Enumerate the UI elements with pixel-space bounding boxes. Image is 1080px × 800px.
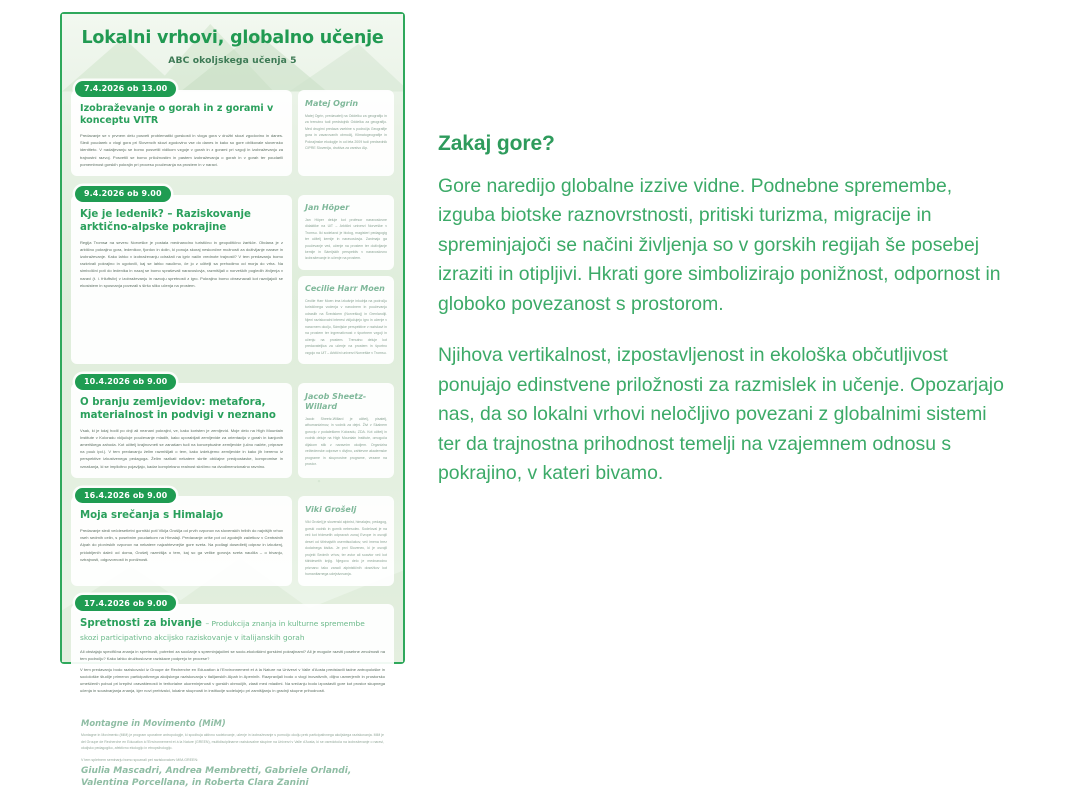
session-cards <box>71 383 394 478</box>
speaker-card <box>298 383 394 478</box>
session-title: O branju zemljevidov: metafora, materialnost in podvigi v neznano <box>80 396 276 422</box>
session-cards <box>71 496 394 585</box>
footer-program-description: Montagne in Movimento (MiM) je program uporabne antropologije, ki spodbuja aktivno sodelovanje, učenje in izobraževanje s pomočjo okolju prek participativnega akcijskega raziskovanja. MiM je del Groupe de Recherche en Education à l'Environnement et à la Nature (GREEN), multidisciplinarne raziskovalne skupine na Univerzi v Valle d'Aosta, ki se osredotoča na izobraževanje o naravi, okoljsko pedagogiko, afektivno ekologijo in etnopsihologijo. <box>81 733 384 751</box>
speaker-card <box>298 496 394 585</box>
session-block <box>71 78 394 176</box>
session-title: Moja srečanja s Himalajo <box>80 510 224 522</box>
session-title <box>80 617 385 644</box>
speaker-name: Viki Grošelj <box>305 505 357 515</box>
session-date-badge: 9.4.2026 ob 9.00 <box>75 186 171 202</box>
speaker-name: Matej Ogrin <box>305 98 359 108</box>
poster-subtitle: ABC okoljskega učenja 5 <box>168 55 297 67</box>
session-description-2: V tem predavanju bodo raziskovalci iz Groupe de Recherche en Education à l'Environnement et à la Nature na Univerzi v Valle d'Aosta predstavili tadne antropološke in sociološke študije primerov participativnega akcijskega raziskovanja v italijanskih Alpah in Apeninih. Razpravljali bodo o vlogi inovativnih, diljno usmerjenih in prostorsko umeščenih pobud pri krepitvi oravaštenosti in teritorialne ukoreninjenosti v gorskih območjih, zlasti med mladimi. Na srečanju bodo izpostavili gore kot prostor skupnega učenja in soustvarjanja znanja, kjer novi prebivalci, lokalne skupnosti in institucije sodelujejo pri zamišljanju in gradnji skupne prihodnosti. <box>80 666 385 694</box>
speaker-bio: Jacob Sheetz-Willard je učitelj, pisatelj, athumanizimov, in vodnik za dejni. Živi v Skalnem gorovju v podaleškem Koloradu, ZDA. Kot učitelj in vodnik deluje na High Mountain Institute, omogoča dijakom stik z naravnim okoljem. Organizira večtedenske odprave v divjino, zahtevne akademske programe in skupnostne programe, vezane na prostor. <box>305 416 387 467</box>
session-description: Predavanje sledi večdesetletni gorniški poti Vikija Grošlja od prvih vzponov na slovenskih hribih do najvišjih vrhov vseh sedmih celin, s posebnim poudarkom na Himalaji. Predavanje oriše pot od zgodnjih začetkov v Centralnih Alpah do pionirskih vzponov na nekatere najzahtevnejše gore sveta. Na podlagi dosedletij odprav in izkušenj, pridobljenih daleč od doma, Grošelj razmišlja o tem, kaj so ga velike gorovja sveta naučila – o bivanju, vztrajnosti, odgovornosti in ponižnosti. <box>80 527 283 562</box>
article-column <box>438 132 1004 489</box>
poster-title: Lokalni vrhovi, globalno učenje <box>81 28 384 48</box>
session-cards <box>71 195 394 365</box>
speaker-name: Jacob Sheetz-Willard <box>305 391 367 411</box>
speaker-bio: Viki Grošelj je slovenski alpinist, himalajec, pedagog, gorski vodnik in gornik nebesolec. Sodeloval je na več kot tridesetih odpravah zunaj Evrope in osvojil deset od štirinajstih osemtisočakov, več imena brez dodatnega kisika. Je prvi Slovenec, ki je osvojil projekt Sedmih vrhov, ter avtor ali soavtor več kot štiridesetih knjig. Njegovo delo je mednarodno priznano tako zaradi alpinističnih dosežkov kot humanitarnega udejstvovanja. <box>305 520 387 577</box>
speaker-card <box>298 90 394 176</box>
speaker-name: Jan Höper <box>305 202 350 212</box>
session-block <box>71 183 394 364</box>
session-block <box>71 371 394 478</box>
session-main-card <box>71 195 292 365</box>
poster-content <box>62 14 403 800</box>
session-title: Izobraževanje o gorah in z gorami v konceptu VITR <box>80 102 274 127</box>
session-cards <box>71 604 394 702</box>
session-description: Regija Tromsø na severu Norveške je postala mednarodno turistično in geopolitično žarišče. Obdana je z arktično pokrajino gora, ledenikov, fjordov in dolin, ki ponuja skoraj neskončne možnosti za doživljanje narave in izobraževanje. Kako lahko v izobraževanju odražati na igriv način vrednote trajnosti? V tem predavanju bomo razkrivali pokrajino in ugotovili, kaj se lahko naučimo, če jo z učitelji sa prehodimo od morja do vrha. Na simbolični poti do ledenika in nazaj se bomo spraševali naravoslovja, razmišljali o norveških pogledih življenja v naravi (t. i. friluftsliv) v izobraževanju in razvoju spretnosti z igro. Pokrajino bomo obravnavali kot razvijajoči se ekosistem in sposnanja povezali s širšo sliko učenja na prostem. <box>80 239 283 288</box>
footer-program-title: Montagne in Movimento (MiM) <box>81 718 226 729</box>
speaker-card-group <box>298 195 394 365</box>
session-date-badge: 16.4.2026 ob 9.00 <box>75 488 176 504</box>
session-block <box>71 485 394 586</box>
session-title-lead: – Produkcija znanja in kulturne spremembe skozi participativno akcijsko raziskovanje v italijanskih gorah <box>80 619 365 642</box>
session-block <box>71 593 394 703</box>
session-title: Kje je ledenik? – Raziskovanje arktično-alpske pokrajine <box>80 208 251 234</box>
poster-canvas <box>60 12 405 789</box>
speaker-bio: Jan Höper deluje kot profesor naravoslovne didaktike na UiT – Arktični univerzi Norveške v Tromsu. Iki sodelavci je biolog, magisteri pedagogig ter učitelj kemije in naravoslovja. Zanimajo ga poučevanje ved, učenje na prostem ter doživljanje kemije in Sámijskih perspektiv v naravoslovno izobraževanje in učenje na prostem. <box>305 217 387 261</box>
session-main-card <box>71 383 292 478</box>
session-date-badge: 17.4.2026 ob 9.00 <box>75 595 176 611</box>
session-main-card <box>71 496 292 585</box>
session-main-card <box>71 90 292 176</box>
article-paragraph: Gore naredijo globalne izzive vidne. Podnebne spremembe, izguba biotske raznovrstnosti, pritiski turizma, migracije in spreminjajoči se načini življenja so v gorskih regijah še posebej izraziti in otipljivi. Hkrati gore simbolizirajo ponižnost, odpornost in globoko povezanost s prostorom. <box>438 175 1001 315</box>
poster-image <box>60 12 405 789</box>
footer-lead-text: V tem spletnem seminarju bomo spoznali pet raziskovalcev MiM-GREEN: <box>81 757 199 762</box>
speaker-name: Cecilie Harr Moen <box>305 283 385 293</box>
session-date-badge: 7.4.2026 ob 13.00 <box>75 81 176 97</box>
session-main-card <box>71 604 394 702</box>
article-paragraph: Njihova vertikalnost, izpostavljenost in ekološka občutljivost ponujajo edinstvene priložnosti za razmislek in učenje. Opozarjajo nas, da so lokalni vrhovi neločljivo povezani z globalnimi sistemi ter da trajnostna prihodnost temelji na vzajemnem odnosu s pokrajino, v kateri bivamo. <box>438 344 1004 485</box>
article-heading: Zakaj gore? <box>438 132 555 155</box>
session-date-badge: 10.4.2026 ob 9.00 <box>75 374 176 390</box>
speaker-card <box>298 276 394 364</box>
session-description: Predavanje se v prvnem delu posveti problematiki gorskosti in vloga gora v družbi skozi zgodovino in danes. Sledi poudarek o vlogi gora pri Slovencih skozi zgodovino vse do danes in kako so gore oblikovale slovensko identiteto. V nadaljevanju se bomo posvetili vidikom vzgoje v gorah in z gorami pri vzgoji in izobraževanju za trajnostni razvoj. Posvetili se bomo priložnostim in pastem izobraževanja o gorah in v gorah ter poudarili pomembnost gorskih pokrajin pri procesu poučevanja na prostem in v naravi. <box>80 133 283 167</box>
session-title-text: Spretnosti za bivanje <box>80 618 202 630</box>
speaker-bio: Matej Ogrin, predavatelj na Oddelku za geografijo in za trenutno tudi predstojnik Oddelka za geografijo. Med drugimi predava vsebine s področja Geografije gora in zavarovanih območij, Klimatogeografije in Pokrajinske ekologije in od leta 2009 tudi predsednik CIPRE Slovenija, društva za varstvo Alp. <box>305 113 387 151</box>
speaker-bio: Cecilie Harr Moen ima izkušnje inkulrija na področju turističnega vodenja v narodnem in poučevanju odraslih na Švedskem (Norveškoj) in Grenlandiji. Njeni raziskovalni interesi vključujejo igro in učenje v naravnem okolju, Sámijske perspektive v raziskavi in na prostem ter ingrenativnost v športnem vzgoji in učenju na prostem. Trenutno deluje kot predavateljica za učenje na prostem in športno vzgojo na UiT – Arktični univerzi Norveške v Tromsu. <box>305 298 387 355</box>
footer-researcher-names: Giulia Mascadri, Andrea Membretti, Gabriele Orlandi, Valentina Porcellana, in Roberta Clara Zanini <box>81 765 352 789</box>
session-cards <box>71 90 394 176</box>
session-description: Ali obstajajo specifična znanja in spretnosti, potrebni za soočanje s spreminjajočimi se socio-ekološkimi gorskimi pokrajinami? Ali je mogoče razviti posebne zmožnosti na tem področju? Kako lahko družboslovne raziskave podprejo te procese? <box>80 649 385 662</box>
poster-footer <box>71 709 394 799</box>
poster-header <box>71 14 394 72</box>
session-description: Vsak, ki je kdaj hodil po dnji ali neznani pokrajini, ve, kako koristen je zemljevid. Moje delo na High Mountain Institute v Koloradu vključuje poučevanje mladih, kako uporabljati zemljevide za orientacijo v gorah in kanjonih ameriškega zahoda. Kot učitelj krajinovneti se zanašam tudi na konceptualne zemljevide (učno načrte, priprave na pouk ipd.). V tem predavanju želim razmišljati o tem, kako izdelujemo zemljevide in kako jih beremo iz perspektive izkustvenega pedagoga. Želim razikati nekatere skrite običajne predpostavke, kompromise in vznašanja, ki se implicitno pojavljajo, kadar kompleksno realnost skrčimo na dvodimenzionalno ravnino. <box>80 427 283 469</box>
speaker-card <box>298 195 394 270</box>
